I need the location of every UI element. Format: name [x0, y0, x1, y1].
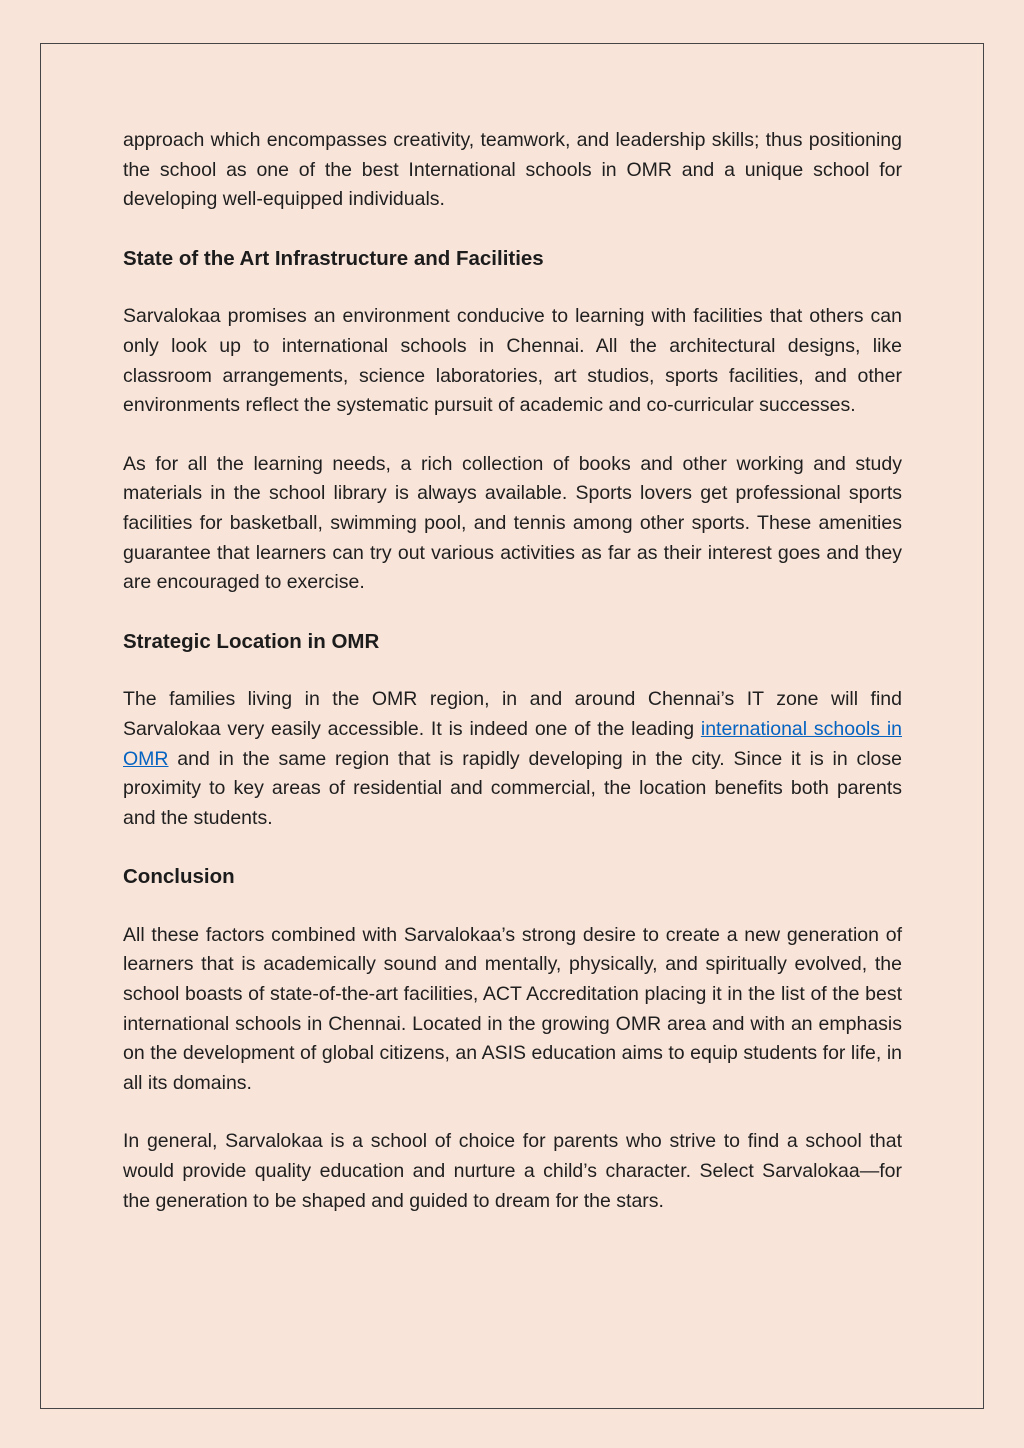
paragraph-location-before-link: The families living in the OMR region, in and around Chennai’s IT zone will find Sarvalokaa very easily accessible. It is indeed one of the leading: [123, 688, 902, 740]
paragraph-location: [123, 685, 902, 833]
section-heading-conclusion: Conclusion: [123, 865, 235, 889]
paragraph-infrastructure-1: Sarvalokaa promises an environment conducive to learning with facilities that others can only look up to international schools in Chennai. All the architectural designs, like classroom arrangements, science laboratories, art studios, sports facilities, and other environments reflect the systematic pursuit of academic and co-curricular successes.: [123, 305, 902, 417]
link-international-schools-omr[interactable]: international schools in OMR: [123, 717, 903, 770]
paragraph-location-after-link: and in the same region that is rapidly developing in the city. Since it is in close proximity to key areas of residential and commercial, the location benefits both parents and the students.: [123, 747, 902, 829]
paragraph-intro: approach which encompasses creativity, teamwork, and leadership skills; thus positioning the school as one of the best International schools in OMR and a unique school for developing well-equipped individuals.: [123, 129, 902, 211]
paragraph-conclusion-1: All these factors combined with Sarvalokaa’s strong desire to create a new generation of learners that is academically sound and mentally, physically, and spiritually evolved, the school boasts of state-of-the-art facilities, ACT Accreditation placing it in the list of the best international schools in Chennai. Located in the growing OMR area and with an emphasis on the development of global citizens, an ASIS education aims to equip students for life, in all its domains.: [123, 923, 902, 1094]
section-heading-location: Strategic Location in OMR: [123, 629, 380, 653]
section-heading-infrastructure: State of the Art Infrastructure and Facilities: [123, 246, 544, 270]
document-page: [123, 126, 902, 1245]
paragraph-infrastructure-2: As for all the learning needs, a rich collection of books and other working and study materials in the school library is always available. Sports lovers get professional sports facilities for basketball, swimming pool, and tennis among other sports. These amenities guarantee that learners can try out various activities as far as their interest goes and they are encouraged to exercise.: [123, 452, 902, 594]
paragraph-conclusion-2: In general, Sarvalokaa is a school of choice for parents who strive to find a school that would provide quality education and nurture a child’s character. Select Sarvalokaa—for the generation to be shaped and guided to dream for the stars.: [123, 1130, 902, 1212]
